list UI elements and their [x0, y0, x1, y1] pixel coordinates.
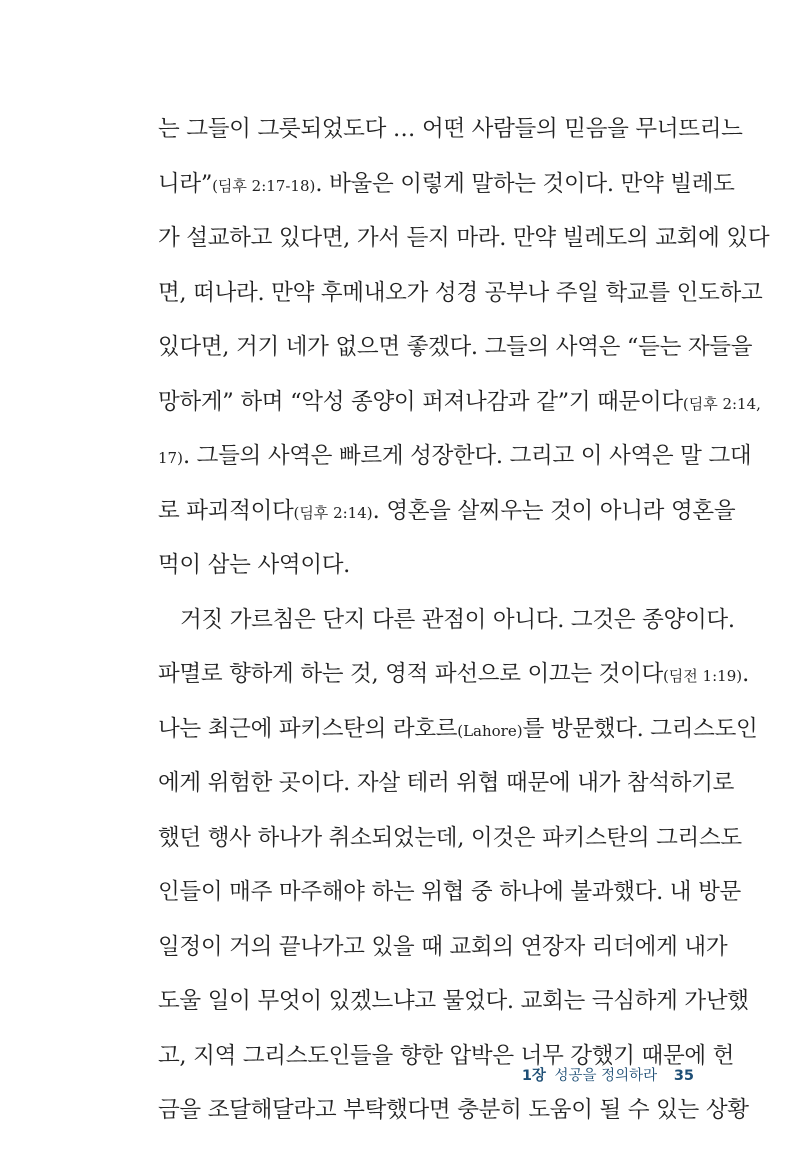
- chapter-title: 성공을 정의하라: [554, 1068, 658, 1084]
- page-number: 35: [673, 1068, 694, 1084]
- text-line: 는 그들이 그릇되었도다 … 어떤 사람들의 믿음을 무너뜨리느: [158, 116, 743, 142]
- text-line: 가 설교하고 있다면, 가서 듣지 마라. 만약 빌레도의 교회에 있다: [158, 225, 770, 251]
- bible-reference: 17): [158, 449, 183, 467]
- text-line: 면, 떠나라. 만약 후메내오가 성경 공부나 주일 학교를 인도하고: [158, 279, 763, 306]
- bible-reference: (딤후 2:14,: [682, 394, 761, 413]
- bible-reference: (딤후 2:14): [293, 503, 373, 522]
- text-line: 먹이 삼는 사역이다.: [158, 552, 351, 578]
- text-line: 있다면, 거기 네가 없으면 좋겠다. 그들의 사역은 “듣는 자들을: [158, 334, 753, 360]
- text-line: 인들이 매주 마주해야 하는 위협 중 하나에 불과했다. 내 방문: [158, 879, 741, 905]
- text-line: 도울 일이 무엇이 있겠느냐고 물었다. 교회는 극심하게 가난했: [158, 988, 749, 1014]
- text-line: 거짓 가르침은 단지 다른 관점이 아니다. 그것은 종양이다.: [180, 606, 735, 633]
- text-line: 로 파괴적이다(딤후 2:14). 영혼을 살찌우는 것이 아니라 영혼을: [158, 497, 736, 524]
- text-line: 에게 위험한 곳이다. 자살 테러 위협 때문에 내가 참석하기로: [158, 770, 735, 796]
- text-line: 했던 행사 하나가 취소되었는데, 이것은 파키스탄의 그리스도: [158, 824, 742, 851]
- foreign-term: (Lahore): [457, 721, 523, 740]
- text-line: 니라”(딤후 2:17-18). 바울은 이렇게 말하는 것이다. 만약 빌레도: [158, 170, 735, 197]
- text-line: 파멸로 향하게 하는 것, 영적 파선으로 이끄는 것이다(딤전 1:19).: [158, 661, 749, 687]
- text-line: 고, 지역 그리스도인들을 향한 압박은 너무 강했기 때문에 헌: [158, 1042, 735, 1069]
- text-line: 망하게” 하며 “악성 종양이 퍼져나감과 같”기 때문이다(딤후 2:14,: [158, 388, 761, 415]
- chapter-label: 1장: [521, 1068, 546, 1084]
- running-footer: [522, 1064, 694, 1085]
- bible-reference: (딤전 1:19): [662, 667, 743, 685]
- text-line: 일정이 거의 끝나가고 있을 때 교회의 연장자 리더에게 내가: [158, 933, 728, 960]
- bible-reference: (딤후 2:17-18): [212, 176, 316, 195]
- text-line: 17). 그들의 사역은 빠르게 성장한다. 그리고 이 사역은 말 그대: [158, 443, 752, 469]
- body-text: [158, 102, 770, 1138]
- text-line: 나는 최근에 파키스탄의 라호르(Lahore)를 방문했다. 그리스도인: [158, 715, 758, 742]
- text-line: 금을 조달해달라고 부탁했다면 충분히 도움이 될 수 있는 상황: [158, 1097, 749, 1123]
